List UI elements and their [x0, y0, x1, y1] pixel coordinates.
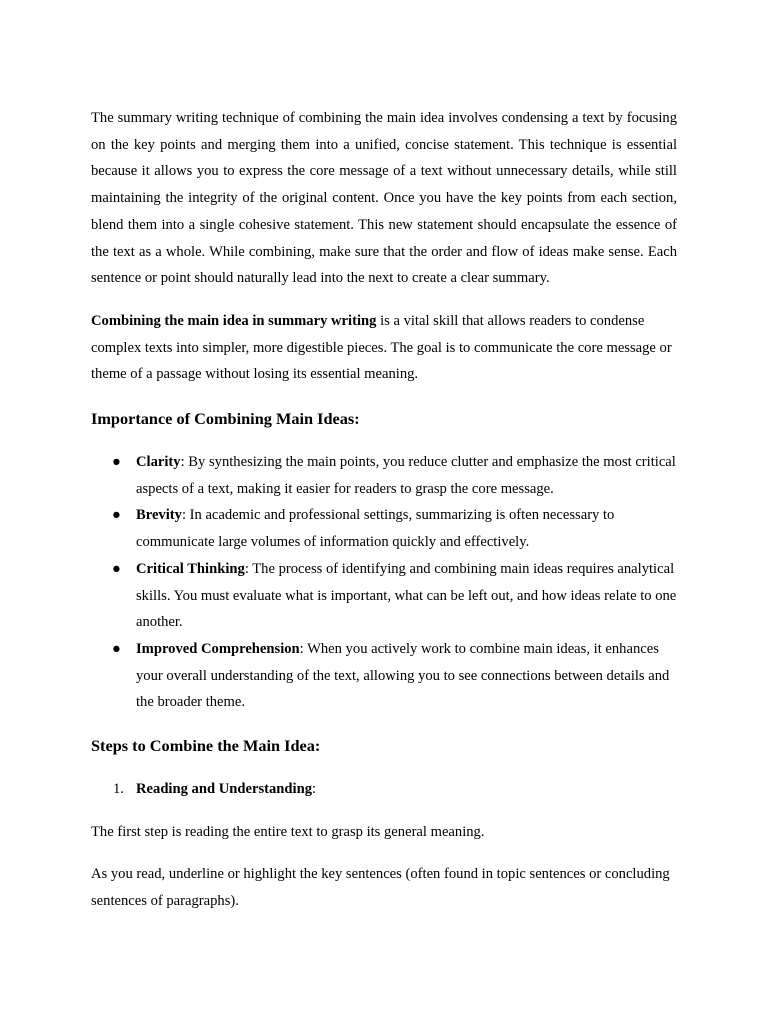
list-item-term: Brevity [136, 507, 182, 524]
steps-list [91, 776, 677, 803]
list-item-term: Critical Thinking [136, 560, 245, 577]
importance-list [91, 449, 677, 716]
intro-paragraph: The summary writing technique of combining the main idea involves condensing a text by focusing on the key points and merging them into a unified, concise statement. This technique is essential because it allows you to express the core message of a text without unnecessary details, while still maintaining the integrity of the original content. Once you have the key points from each section, blend them into a single cohesive statement. This new statement should encapsulate the essence of the text as a whole. While combining, make sure that the order and flow of ideas make sense. Each sentence or point should naturally lead into the next to create a clear summary. [91, 110, 677, 287]
step-number: 1. [113, 781, 124, 798]
list-item-term: Clarity [136, 454, 181, 471]
list-item-term: Improved Comprehension [136, 640, 300, 657]
definition-text: is a vital skill that allows readers to condense complex texts into simpler, more digestible pieces. The goal is to communicate the core message or theme of a passage without losing its essential meaning. [91, 312, 672, 383]
list-item-text: : The process of identifying and combining main ideas requires analytical skills. You must evaluate what is important, what can be left out, and how ideas relate to one another. [136, 560, 677, 631]
definition-paragraph [91, 308, 677, 388]
list-item [91, 636, 677, 716]
step-paragraph: As you read, underline or highlight the key sentences (often found in topic sentences or concluding sentences of paragraphs). [91, 866, 670, 910]
bullet-icon: ● [112, 560, 121, 577]
steps-heading: Steps to Combine the Main Idea: [91, 736, 321, 756]
list-item [91, 449, 677, 502]
definition-bold-phrase: Combining the main idea in summary writing [91, 312, 377, 329]
importance-heading: Importance of Combining Main Ideas: [91, 409, 360, 429]
step-paragraph: The first step is reading the entire text to grasp its general meaning. [91, 823, 485, 840]
bullet-icon: ● [112, 640, 121, 657]
list-item [91, 502, 677, 555]
document-page [91, 105, 677, 915]
step-text: : [312, 781, 317, 798]
list-item-text: : In academic and professional settings, summarizing is often necessary to communicate large volumes of information quickly and effectively. [136, 507, 615, 551]
bullet-icon: ● [112, 507, 121, 524]
list-item-text: : When you actively work to combine main ideas, it enhances your overall understanding of the text, allowing you to see connections between details and the broader theme. [136, 640, 670, 711]
list-item [91, 556, 677, 636]
step-term: Reading and Understanding [136, 781, 312, 798]
bullet-icon: ● [112, 454, 121, 471]
list-item [91, 776, 677, 803]
list-item-text: : By synthesizing the main points, you reduce clutter and emphasize the most critical aspects of a text, making it easier for readers to grasp the core message. [136, 454, 676, 497]
